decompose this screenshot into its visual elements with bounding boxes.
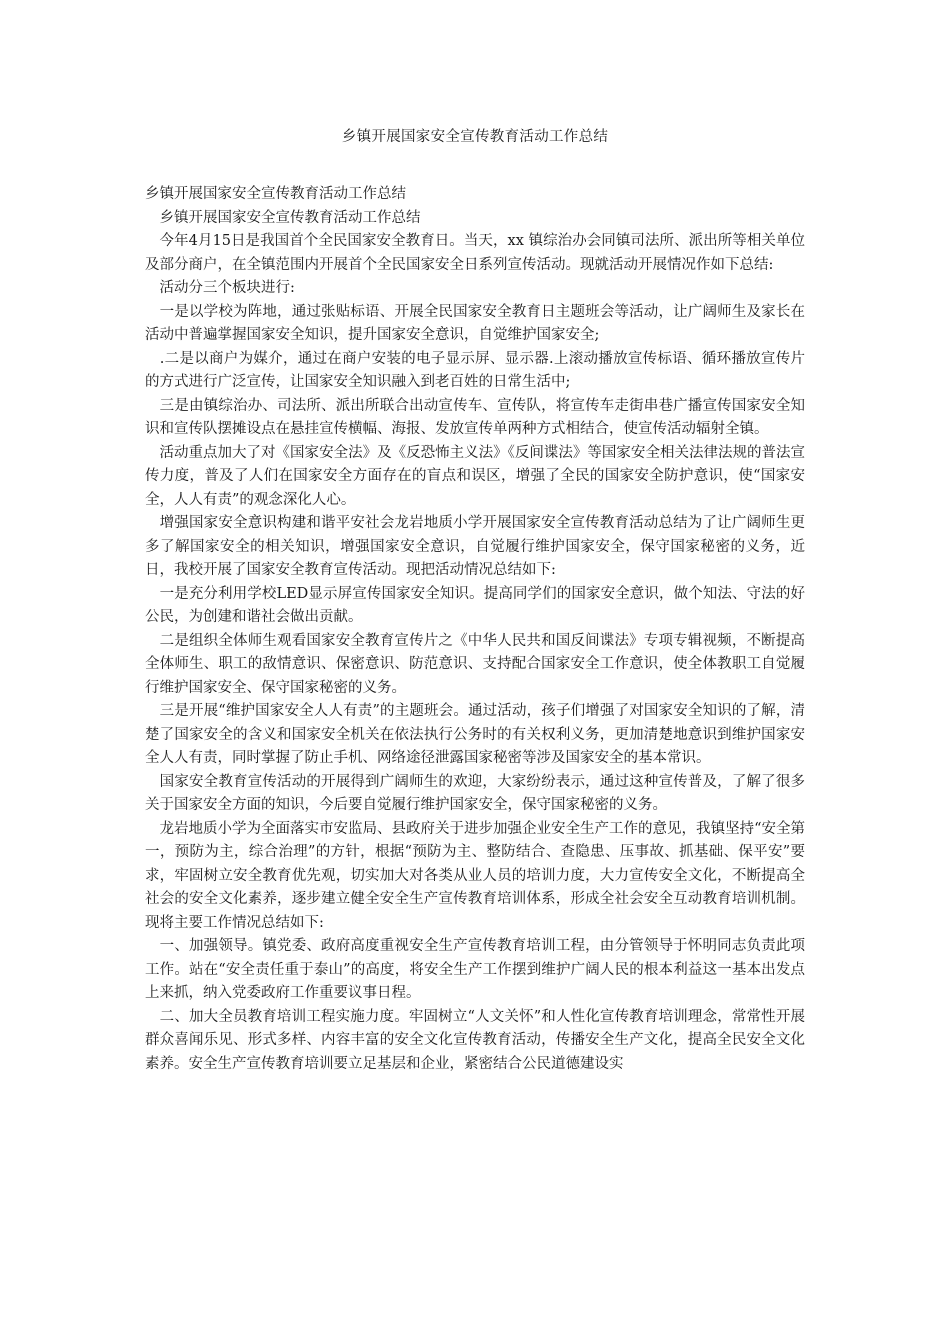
document-body xyxy=(145,183,805,1076)
document-title: 乡镇开展国家安全宣传教育活动工作总结 xyxy=(341,129,609,145)
document-page xyxy=(145,0,805,1076)
body-paragraph: 一是以学校为阵地，通过张贴标语、开展全民国家安全教育日主题班会等活动，让广阔师生及家长在活动中普遍掌握国家安全知识，提升国家安全意识，自觉维护国家安全; xyxy=(145,303,805,343)
body-paragraph: 三是由镇综治办、司法所、派出所联合出动宣传车、宣传队，将宣传车走街串巷广播宣传国家安全知识和宣传队摆摊设点在悬挂宣传横幅、海报、发放宣传单两种方式相结合，使宣传活动辐射全镇。 xyxy=(145,397,805,437)
body-paragraph: 乡镇开展国家安全宣传教育活动工作总结 xyxy=(145,186,406,202)
body-paragraph: 今年4月15日是我国首个全民国家安全教育日。当天，xx 镇综治办会同镇司法所、派出所等相关单位及部分商户，在全镇范围内开展首个全民国家安全日系列宣传活动。现就活动开展情况作如下总结: xyxy=(145,233,805,273)
body-paragraph: 二、加大全员教育培训工程实施力度。牢固树立“人文关怀”和人性化宣传教育培训理念，常常性开展群众喜闻乐见、形式多样、内容丰富的安全文化宣传教育活动，传播安全生产文化，提高全民安全文化素养。安全生产宣传教育培训要立足基层和企业，紧密结合公民道德建设实 xyxy=(145,1008,805,1072)
body-paragraph: 活动重点加大了对《国家安全法》及《反恐怖主义法》《反间谍法》等国家安全相关法律法规的普法宣传力度，普及了人们在国家安全方面存在的盲点和误区，增强了全民的国家安全防护意识，使“国家安全，人人有责”的观念深化人心。 xyxy=(145,444,805,508)
body-paragraph: 一是充分利用学校LED显示屏宣传国家安全知识。提高同学们的国家安全意识，做个知法、守法的好公民，为创建和谐社会做出贡献。 xyxy=(145,585,805,625)
body-paragraph: 龙岩地质小学为全面落实市安监局、县政府关于进步加强企业安全生产工作的意见，我镇坚持“安全第一，预防为主，综合治理”的方针，根据“预防为主、整防结合、查隐患、压事故、抓基础、保平安”要求，牢固树立安全教育优先观，切实加大对各类从业人员的培训力度，大力宣传安全文化，不断提高全社会的安全文化素养，逐步建立健全安全生产宣传教育培训体系，形成全社会安全互动教育培训机制。现将主要工作情况总结如下: xyxy=(145,820,805,931)
body-paragraph: 三是开展“维护国家安全人人有责”的主题班会。通过活动，孩子们增强了对国家安全知识的了解，清楚了国家安全的含义和国家安全机关在依法执行公务时的有关权利义务，更加清楚地意识到维护国家安全人人有责，同时掌握了防止手机、网络途径泄露国家秘密等涉及国家安全的基本常识。 xyxy=(145,703,805,766)
body-paragraph: .二是以商户为媒介，通过在商户安装的电子显示屏、显示器.上滚动播放宣传标语、循环播放宣传片的方式进行广泛宣传，让国家安全知识融入到老百姓的日常生活中; xyxy=(145,350,805,390)
body-paragraph: 增强国家安全意识构建和谐平安社会龙岩地质小学开展国家安全宣传教育活动总结为了让广阔师生更多了解国家安全的相关知识，增强国家安全意识，自觉履行维护国家安全，保守国家秘密的义务，近日，我校开展了国家安全教育宣传活动。现把活动情况总结如下: xyxy=(145,515,805,578)
body-paragraph: 一、加强领导。镇党委、政府高度重视安全生产宣传教育培训工程，由分管领导于怀明同志负责此项工作。站在“安全责任重于泰山”的高度，将安全生产工作摆到维护广阔人民的根本利益这一基本出发点上来抓，纳入党委政府工作重要议事日程。 xyxy=(145,938,805,1001)
body-paragraph: 乡镇开展国家安全宣传教育活动工作总结 xyxy=(145,209,421,226)
body-paragraph: 二是组织全体师生观看国家安全教育宣传片之《中华人民共和国反间谍法》专项专辑视频，不断提高全体师生、职工的敌情意识、保密意识、防范意识、支持配合国家安全工作意识，使全体教职工自觉履行维护国家安全、保守国家秘密的义务。 xyxy=(145,632,805,696)
body-paragraph: 活动分三个板块进行: xyxy=(145,280,295,296)
body-paragraph: 国家安全教育宣传活动的开展得到广阔师生的欢迎，大家纷纷表示，通过这种宣传普及，了解了很多关于国家安全方面的知识，今后要自觉履行维护国家安全，保守国家秘密的义务。 xyxy=(145,773,805,813)
